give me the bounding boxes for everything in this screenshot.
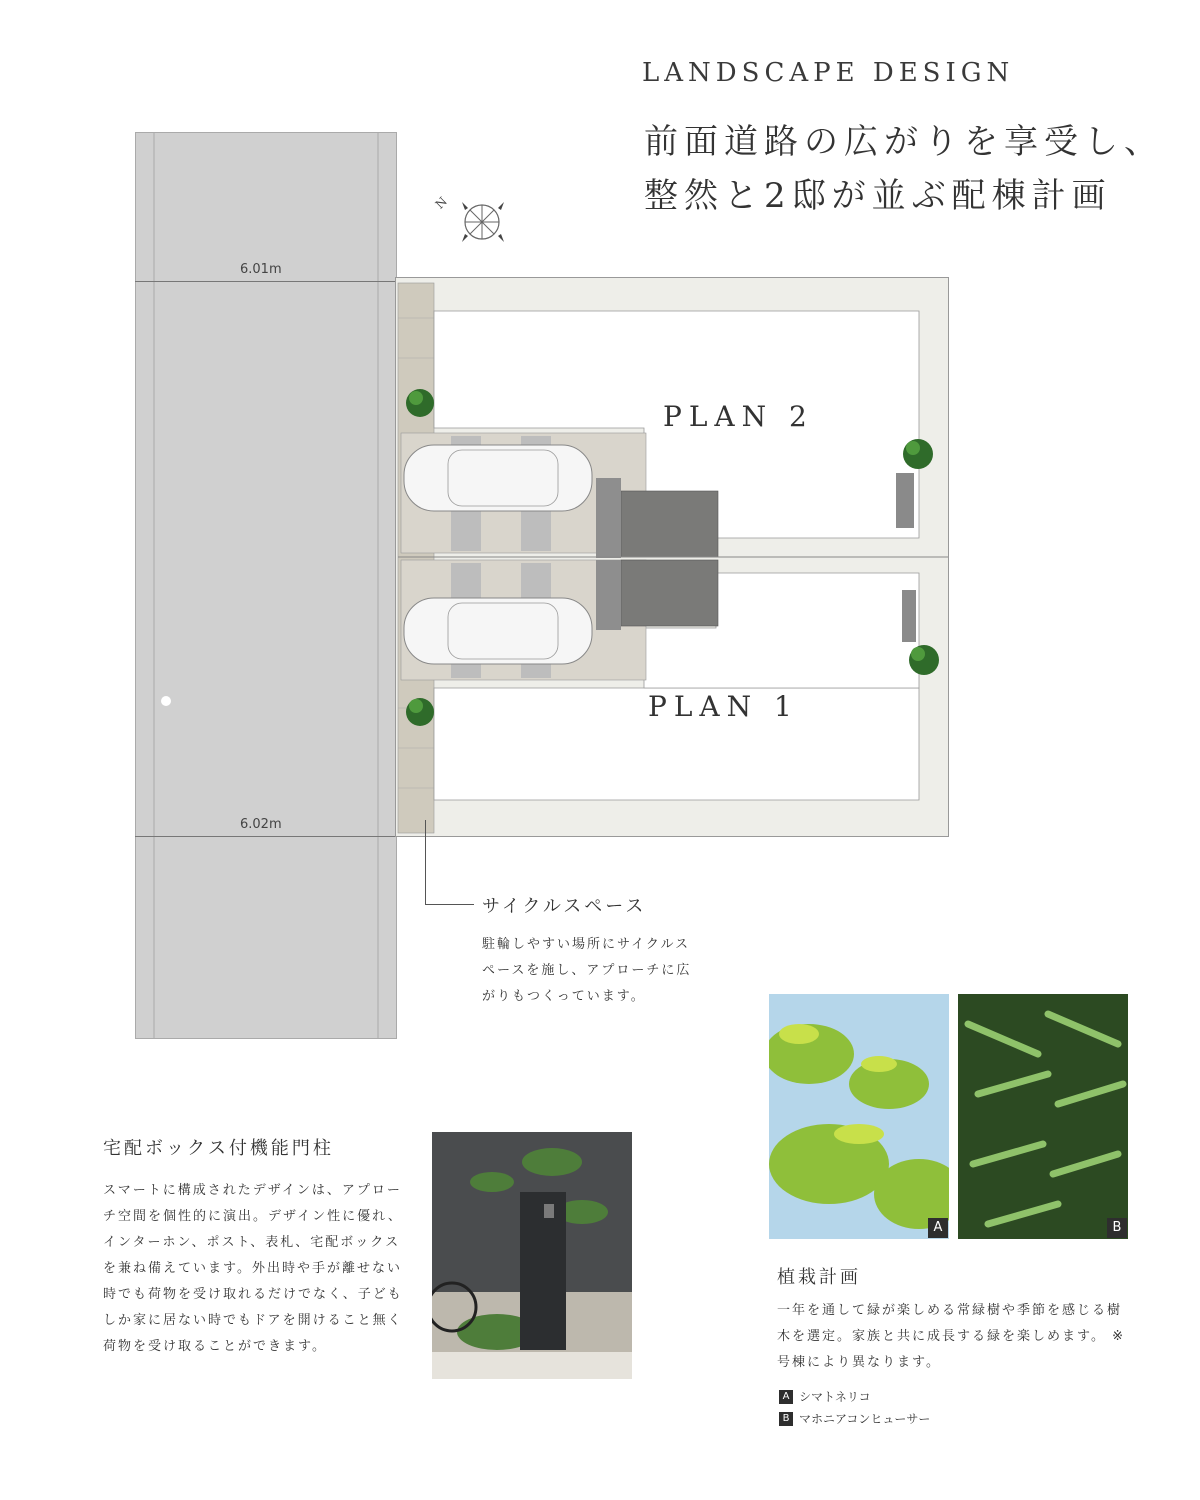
planting-legend-b [779, 1410, 930, 1427]
planting-photo-a [769, 994, 949, 1239]
compass-north-label: N [432, 194, 450, 212]
road-width-bottom: 6.02m [240, 817, 282, 832]
gate-post-title: 宅配ボックス付機能門柱 [103, 1138, 334, 1159]
legend-name-b: マホニアコンヒューサー [799, 1412, 931, 1426]
planting-body: 一年を通して緑が楽しめる常緑樹や季節を感じる樹木を選定。家族と共に成長する緑を楽しめます。 ※号棟により異なります。 [777, 1303, 1125, 1370]
road-dimension-line-bottom [135, 836, 397, 837]
headline-line-1: 前面道路の広がりを享受し、 [644, 122, 1164, 162]
planting-legend-a [779, 1388, 871, 1405]
plan-2-label: PLAN 2 [663, 400, 814, 433]
plan-1-label: PLAN 1 [648, 690, 799, 723]
site-plan [395, 277, 949, 837]
section-kicker: LANDSCAPE DESIGN [642, 58, 1015, 88]
planting-title: 植栽計画 [777, 1267, 861, 1288]
road-dimension-line-top [135, 281, 397, 282]
cycle-space-leader-line [425, 820, 474, 905]
page-headline [644, 115, 1164, 223]
headline-line-2: 整然と2邸が並ぶ配棟計画 [644, 176, 1112, 216]
planting-photo-a-tag: A [928, 1218, 948, 1238]
gate-post-body: スマートに構成されたデザインは、アプローチ空間を個性的に演出。デザイン性に優れ、インターホン、ポスト、表札、宅配ボックスを兼ね備えています。外出時や手が離せない時でも荷物を受け取れるだけでなく、子どもしか家に居ない時でもドアを開けること無く荷物を受け取ることができます。 [103, 1183, 403, 1354]
legend-key-b: B [779, 1412, 793, 1426]
road-width-top: 6.01m [240, 262, 282, 277]
planting-photo-b [958, 994, 1128, 1239]
legend-name-a: シマトネリコ [799, 1390, 871, 1404]
planting-photo-b-tag: B [1107, 1218, 1127, 1238]
cycle-space-body: 駐輪しやすい場所にサイクルスペースを施し、アプローチに広がりもつくっています。 [482, 937, 692, 1004]
gate-post-photo [432, 1132, 632, 1379]
cycle-space-title: サイクルスペース [482, 896, 647, 917]
legend-key-a: A [779, 1390, 793, 1404]
